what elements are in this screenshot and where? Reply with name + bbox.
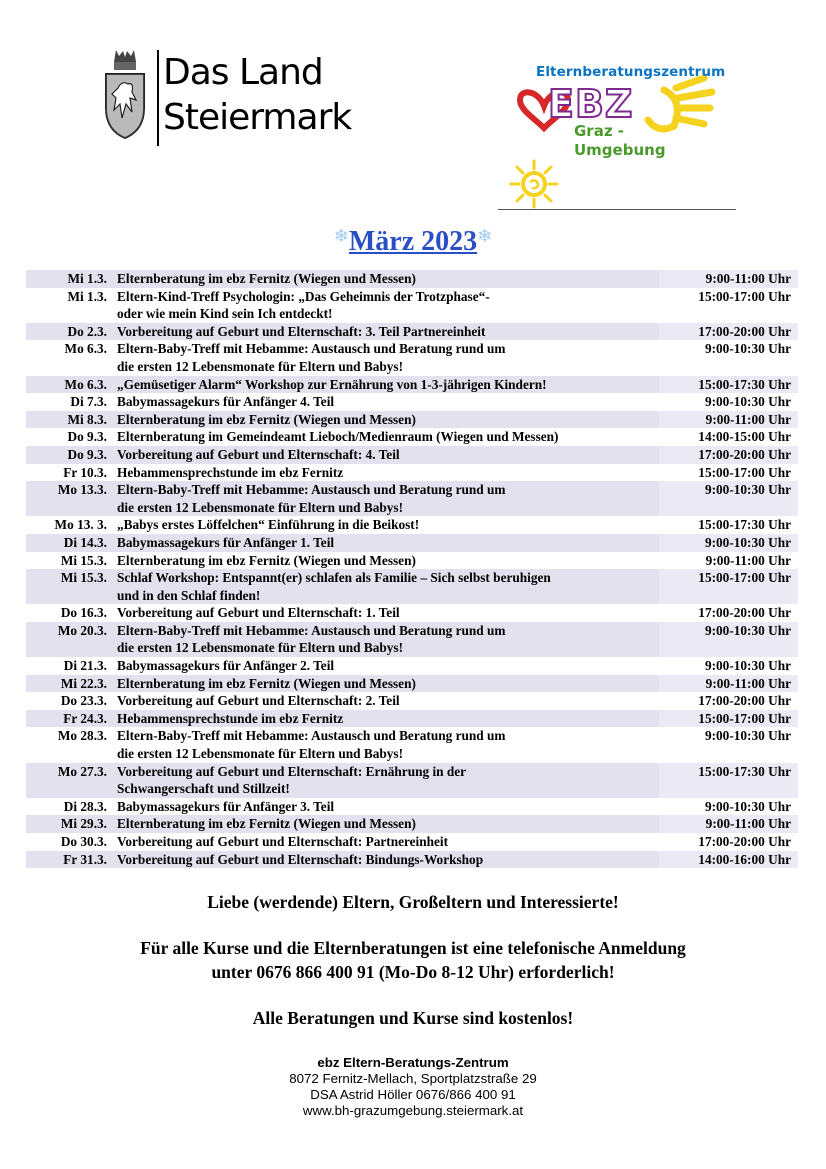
schedule-description [116,393,659,411]
schedule-time: 17:00-20:00 Uhr [698,834,791,849]
schedule-description [116,763,659,798]
schedule-time: 9:00-11:00 Uhr [659,675,798,693]
schedule-description [116,288,659,323]
schedule-time: 9:00-11:00 Uhr [705,552,791,568]
schedule-description [116,833,659,851]
schedule-description-line1: Eltern-Baby-Treff mit Hebamme: Austausch und Beratung rund um [117,482,506,498]
schedule-date: Do 16.3. [60,605,107,621]
schedule-description [116,552,659,570]
schedule-date: Mo 13. 3. [54,517,107,533]
schedule-row [26,376,798,394]
schedule-row [26,393,798,411]
schedule-date: Di 28.3. [63,798,107,814]
schedule-date: Di 21.3. [63,658,107,674]
free-notice: Alle Beratungen und Kurse sind kostenlos! [252,1008,574,1028]
schedule-description [116,534,659,552]
schedule-row [26,552,798,570]
schedule-time: 9:00-10:30 Uhr [704,658,791,674]
schedule-row [26,657,798,675]
land-logo-line1: Das Land [163,52,323,93]
snowflake-icon: ❄ [333,226,349,246]
schedule-description [116,411,659,429]
schedule-description [116,815,659,833]
schedule-date: Mi 29.3. [26,815,116,833]
registration-line1: Für alle Kurse und die Elternberatungen ist eine telefonische Anmeldung [140,938,686,958]
schedule-row [26,763,798,798]
schedule-description-line1: Elternberatung im ebz Fernitz (Wiegen und Messen) [117,411,416,427]
schedule-description-line1: Elternberatung im ebz Fernitz (Wiegen und Messen) [117,675,416,691]
schedule-description-line1: Vorbereitung auf Geburt und Elternschaft: Bindungs-Workshop [117,851,484,867]
schedule-description-line1: Eltern-Baby-Treff mit Hebamme: Austausch und Beratung rund um [117,341,506,357]
schedule-time: 15:00-17:00 Uhr [659,710,798,728]
schedule-time: 9:00-10:30 Uhr [704,394,791,410]
schedule-row [26,692,798,710]
schedule-description [116,622,659,657]
schedule-description-line2: die ersten 12 Lebensmonate für Eltern und Babys! [117,640,404,656]
schedule-time: 15:00-17:30 Uhr [659,763,798,798]
schedule-description-line1: Babymassagekurs für Anfänger 4. Teil [117,394,335,410]
schedule-date: Mi 22.3. [26,675,116,693]
schedule-date: Di 14.3. [26,534,116,552]
schedule-description-line1: Elternberatung im Gemeindeamt Lieboch/Medienraum (Wiegen und Messen) [117,429,559,445]
schedule-row [26,815,798,833]
greeting: Liebe (werdende) Eltern, Großeltern und Interessierte! [207,892,619,912]
ebz-letters: EBZ [548,82,634,126]
schedule-description-line1: Hebammensprechstunde im ebz Fernitz [117,464,344,480]
schedule-row [26,340,798,375]
land-logo-text [163,50,351,140]
schedule-description [116,657,659,675]
schedule-time: 15:00-17:00 Uhr [698,288,791,304]
styrian-crest-icon [104,48,146,140]
footer-website[interactable]: www.bh-grazumgebung.steiermark.at [302,1103,524,1118]
schedule-description-line1: Eltern-Kind-Treff Psychologin: „Das Geheimnis der Trotzphase“- [117,288,490,304]
schedule-description [116,464,659,482]
schedule-date: Do 23.3. [60,693,107,709]
ebz-region-line2: Umgebung [574,141,666,159]
schedule-description [116,516,659,534]
logo-divider [157,50,159,146]
schedule-date: Mi 15.3. [60,552,107,568]
schedule-description-line1: Elternberatung im ebz Fernitz (Wiegen und Messen) [117,271,416,286]
schedule-time: 15:00-17:30 Uhr [659,376,798,394]
schedule-row [26,569,798,604]
schedule-row [26,833,798,851]
schedule-date: Mi 1.3. [26,270,116,288]
footer-contact: DSA Astrid Höller 0676/866 400 91 [310,1087,516,1102]
schedule-date: Mo 6.3. [64,341,107,357]
schedule-date: Mo 20.3. [26,622,116,657]
schedule-date: Fr 31.3. [26,851,116,869]
schedule-time: 9:00-11:00 Uhr [659,411,798,429]
schedule-description-line1: Elternberatung im ebz Fernitz (Wiegen und Messen) [117,552,416,568]
ebz-tagline: Elternberatungszentrum [536,64,726,80]
schedule-date: Mi 15.3. [26,569,116,604]
schedule-description [116,692,659,710]
schedule-row [26,534,798,552]
schedule-date: Fr 10.3. [63,464,107,480]
schedule-date: Do 2.3. [26,323,116,341]
schedule-description-line2: die ersten 12 Lebensmonate für Eltern und Babys! [117,499,404,515]
schedule-description-line1: Vorbereitung auf Geburt und Elternschaft: 3. Teil Partnereinheit [117,323,486,339]
schedule-time: 17:00-20:00 Uhr [698,605,791,621]
notes [0,892,826,1028]
schedule-description [116,376,659,394]
schedule-time: 9:00-10:30 Uhr [659,481,798,516]
schedule-description-line2: oder wie mein Kind sein Ich entdeckt! [117,306,333,322]
schedule-date: Mo 6.3. [26,376,116,394]
schedule-row [26,622,798,657]
schedule-description [116,604,659,622]
schedule-time: 9:00-11:00 Uhr [659,815,798,833]
schedule-description [116,323,659,341]
schedule-description-line2: die ersten 12 Lebensmonate für Eltern und Babys! [117,358,404,374]
schedule-time: 14:00-15:00 Uhr [698,429,791,445]
schedule-row [26,411,798,429]
schedule-description [116,851,659,869]
schedule-time: 17:00-20:00 Uhr [659,446,798,464]
schedule-description-line2: und in den Schlaf finden! [117,587,261,603]
schedule-date: Mo 27.3. [26,763,116,798]
schedule-row [26,798,798,816]
snowflake-icon: ❄ [477,226,493,246]
footer-address: 8072 Fernitz-Mellach, Sportplatzstraße 29 [289,1071,537,1086]
land-logo-line2: Steiermark [163,97,352,138]
schedule-description [116,340,659,375]
schedule-body [26,270,798,868]
schedule-row [26,481,798,516]
schedule-row [26,464,798,482]
schedule-description-line1: Eltern-Baby-Treff mit Hebamme: Austausch und Beratung rund um [117,728,506,744]
registration-line2: unter 0676 866 400 91 (Mo-Do 8-12 Uhr) erforderlich! [211,962,615,982]
schedule-description-line1: Vorbereitung auf Geburt und Elternschaft: Ernährung in der [117,763,467,779]
schedule-time: 9:00-10:30 Uhr [659,622,798,657]
schedule-time: 9:00-11:00 Uhr [659,270,798,288]
schedule-row [26,675,798,693]
schedule-description-line1: Vorbereitung auf Geburt und Elternschaft: 2. Teil [117,693,400,709]
schedule-description [116,798,659,816]
schedule-row [26,727,798,762]
schedule-date: Do 9.3. [67,429,107,445]
schedule-description-line1: Vorbereitung auf Geburt und Elternschaft: 1. Teil [117,605,400,621]
schedule-time: 17:00-20:00 Uhr [698,693,791,709]
schedule-row [26,516,798,534]
schedule-description-line1: Babymassagekurs für Anfänger 2. Teil [117,658,335,674]
schedule-row [26,428,798,446]
ebz-logo-rule [498,209,736,210]
schedule-description-line1: Babymassagekurs für Anfänger 1. Teil [117,534,335,550]
schedule-description [116,710,659,728]
schedule-time: 9:00-10:30 Uhr [659,534,798,552]
sun-icon [511,161,557,207]
schedule-row [26,323,798,341]
schedule-description-line1: Babymassagekurs für Anfänger 3. Teil [117,798,335,814]
month-title-text: März 2023 [348,226,478,257]
schedule-table [26,270,798,868]
schedule-description [116,446,659,464]
schedule-time: 17:00-20:00 Uhr [659,323,798,341]
schedule-date: Do 30.3. [60,834,107,849]
schedule-time: 9:00-10:30 Uhr [704,798,791,814]
schedule-time: 15:00-17:00 Uhr [698,464,791,480]
footer [0,1055,826,1119]
schedule-date: Fr 24.3. [26,710,116,728]
schedule-description-line2: die ersten 12 Lebensmonate für Eltern und Babys! [117,746,404,762]
schedule-row [26,851,798,869]
schedule-date: Mo 13.3. [26,481,116,516]
schedule-description [116,675,659,693]
ebz-region-line1: Graz - [574,122,625,140]
schedule-description [116,481,659,516]
land-steiermark-logo [104,46,352,150]
schedule-row [26,288,798,323]
schedule-description-line1: Eltern-Baby-Treff mit Hebamme: Austausch und Beratung rund um [117,622,506,638]
schedule-description [116,569,659,604]
schedule-time: 14:00-16:00 Uhr [659,851,798,869]
schedule-description-line2: Schwangerschaft und Stillzeit! [117,781,290,797]
schedule-time: 9:00-10:30 Uhr [704,341,791,357]
schedule-row [26,604,798,622]
ebz-region [574,122,666,160]
schedule-date: Di 7.3. [70,394,107,410]
schedule-description [116,270,659,288]
schedule-row [26,446,798,464]
schedule-row [26,270,798,288]
schedule-description-line1: Elternberatung im ebz Fernitz (Wiegen und Messen) [117,816,416,832]
schedule-row [26,710,798,728]
schedule-date: Mi 8.3. [26,411,116,429]
schedule-time: 9:00-10:30 Uhr [704,728,791,744]
month-title [0,226,826,258]
schedule-description-line1: Hebammensprechstunde im ebz Fernitz [117,710,344,726]
schedule-time: 15:00-17:00 Uhr [659,569,798,604]
footer-org: ebz Eltern-Beratungs-Zentrum [317,1055,509,1070]
ebz-logo [498,60,738,210]
schedule-date: Mo 28.3. [57,728,107,744]
schedule-date: Do 9.3. [26,446,116,464]
schedule-description-line1: „Babys erstes Löffelchen“ Einführung in die Beikost! [117,517,420,533]
schedule-description [116,428,659,446]
schedule-description-line1: Vorbereitung auf Geburt und Elternschaft: Partnereinheit [117,834,449,849]
schedule-time: 15:00-17:30 Uhr [698,517,791,533]
schedule-date: Mi 1.3. [67,288,107,304]
schedule-description [116,727,659,762]
schedule-description-line1: „Gemüsetiger Alarm“ Workshop zur Ernährung von 1-3-jährigen Kindern! [117,376,547,392]
schedule-description-line1: Vorbereitung auf Geburt und Elternschaft: 4. Teil [117,446,400,462]
schedule-description-line1: Schlaf Workshop: Entspannt(er) schlafen als Familie – Sich selbst beruhigen [117,570,551,586]
